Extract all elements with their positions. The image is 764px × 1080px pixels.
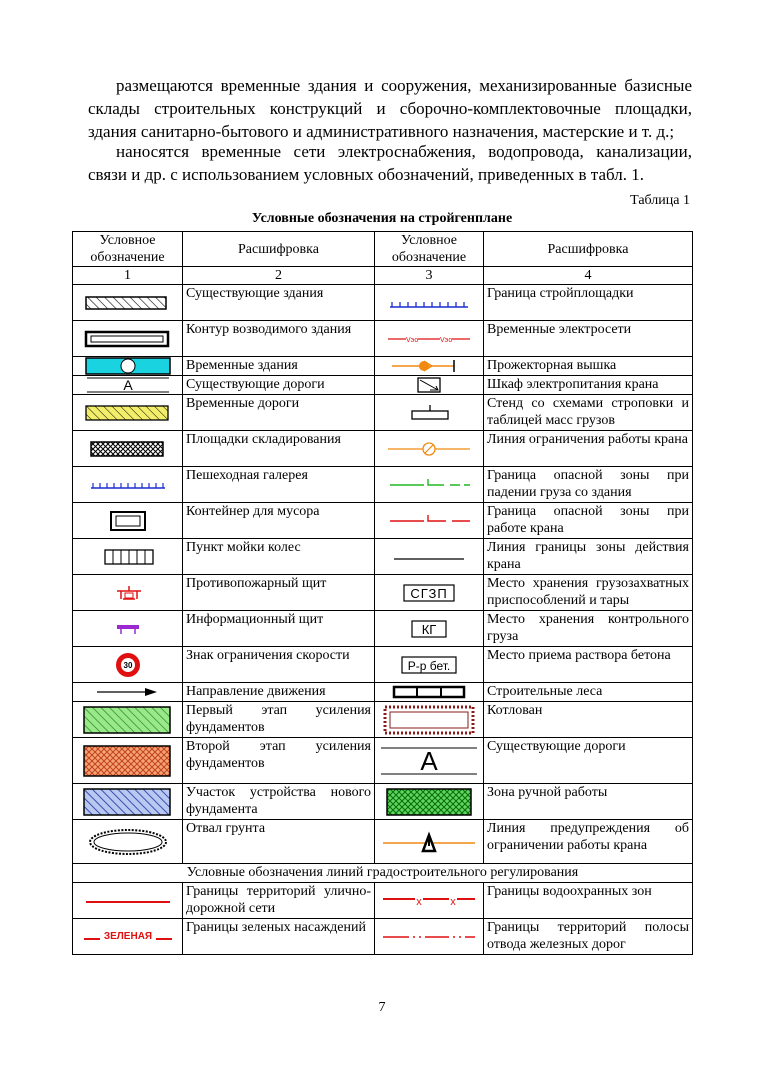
legend-label: Место хранения грузозахватных приспособлений и тары: [484, 575, 693, 611]
intro-paragraph-1: размещаются временные здания и сооружения, механизированные базисные склады строительных конструкций и сборочно-комплектовочные площадки, здания санитарно-бытового и административного назначения, мастерские и т. д.;: [88, 76, 692, 141]
soil-dump-icon: [80, 824, 176, 860]
speed-label: 30: [123, 660, 132, 670]
legend-label: Границы водоохранных зон: [484, 883, 693, 919]
column-number-1: 1: [73, 267, 183, 285]
power-line-label: Vэо: [440, 336, 453, 344]
legend-label: Границы территорий полосы отвода железных дорог: [484, 919, 693, 955]
header-symbol-1: Условное обозначение: [73, 232, 183, 267]
legend-label: Существующие здания: [183, 285, 375, 321]
legend-label: Противопожарный щит: [183, 575, 375, 611]
table-title: Условные обозначения на стройгенплане: [251, 211, 513, 226]
header-symbol-2: Условное обозначение: [375, 232, 484, 267]
green-label: ЗЕЛЕНАЯ: [103, 930, 152, 942]
legend-label: Граница стройплощадки: [484, 285, 693, 321]
legend-label: Шкаф электропитания крана: [484, 376, 693, 395]
legend-label: Пункт мойки колес: [183, 539, 375, 575]
header-meaning-2: Расшифровка: [484, 232, 693, 267]
foundation-stage-1-icon: [80, 704, 176, 736]
road-network-boundary-icon: [80, 891, 176, 911]
legend-label: Место приема раствора бетона: [484, 647, 693, 683]
table-number: Таблица 1: [630, 193, 690, 208]
concrete-receiving-icon: [384, 655, 474, 675]
new-foundation-icon: [80, 786, 176, 818]
waste-container-icon: [83, 509, 173, 533]
searchlight-tower-icon: [384, 357, 474, 375]
excavation-pit-icon: [379, 704, 479, 736]
section-title: Условные обозначения линий градостроительного регулирования: [73, 864, 693, 883]
direction-arrow-icon: [83, 684, 173, 700]
legend-label: Знак ограничения скорости: [183, 647, 375, 683]
scaffolding-icon: [384, 684, 474, 700]
legend-label: Прожекторная вышка: [484, 357, 693, 376]
legend-label: Временные здания: [183, 357, 375, 376]
legend-label: Первый этап усиления фундаментов: [183, 702, 375, 738]
building-outline-icon: [83, 329, 173, 349]
temporary-building-icon: [83, 357, 173, 375]
legend-label: Существующие дороги: [484, 738, 693, 784]
legend-table: [72, 231, 693, 955]
fire-shield-icon: [83, 583, 173, 603]
legend-label: Направление движения: [183, 683, 375, 702]
water-mark: х: [450, 895, 456, 908]
legend-label: Пешеходная галерея: [183, 467, 375, 503]
existing-building-icon: [83, 293, 173, 313]
crane-range-line-icon: [384, 547, 474, 567]
green-zone-boundary-icon: [78, 927, 178, 947]
column-number-2: 2: [183, 267, 375, 285]
pedestrian-gallery-icon: [83, 475, 173, 495]
power-line-icon: [384, 329, 474, 349]
kg-label: КГ: [421, 621, 437, 637]
temporary-road-icon: [83, 403, 173, 423]
legend-label: Строительные леса: [484, 683, 693, 702]
legend-label: Контейнер для мусора: [183, 503, 375, 539]
road-letter: А: [122, 377, 133, 393]
foundation-stage-2-icon: [80, 743, 176, 779]
speed-limit-icon: [83, 650, 173, 680]
column-number-3: 3: [375, 267, 484, 285]
danger-zone-crane-icon: [384, 511, 474, 531]
info-board-icon: [83, 619, 173, 639]
wheel-wash-icon: [83, 547, 173, 567]
crane-power-cabinet-icon: [384, 376, 474, 394]
legend-label: Стенд со схемами строповки и таблицей масс грузов: [484, 395, 693, 431]
intro-paragraph-2: наносятся временные сети электроснабжения, водопровода, канализации, связи и др. с использованием условных обозначений, приведенных в табл. 1.: [88, 142, 692, 184]
sgzp-label: СГЗП: [410, 585, 448, 601]
legend-label: Второй этап усиления фундаментов: [183, 738, 375, 784]
legend-label: Площадки складирования: [183, 431, 375, 467]
page-number: 7: [378, 1000, 386, 1015]
legend-label: Временные электросети: [484, 321, 693, 357]
header-meaning-1: Расшифровка: [183, 232, 375, 267]
legend-label: Котлован: [484, 702, 693, 738]
legend-label: Граница опасной зоны при работе крана: [484, 503, 693, 539]
road-letter-large: А: [420, 745, 438, 776]
power-line-label: Vэо: [406, 336, 419, 344]
legend-label: Линия предупреждения об ограничении работы крана: [484, 820, 693, 864]
construction-site-boundary-icon: [384, 293, 474, 313]
legend-label: Участок устройства нового фундамента: [183, 784, 375, 820]
column-number-4: 4: [484, 267, 693, 285]
legend-label: Отвал грунта: [183, 820, 375, 864]
legend-label: Границы зеленых насаждений: [183, 919, 375, 955]
water-mark: х: [416, 895, 422, 908]
legend-label: Контур возводимого здания: [183, 321, 375, 357]
legend-label: Зона ручной работы: [484, 784, 693, 820]
legend-label: Граница опасной зоны при падении груза со здания: [484, 467, 693, 503]
manual-work-zone-icon: [381, 786, 477, 818]
water-protection-zone-icon: [379, 891, 479, 911]
existing-road-large-icon: [379, 743, 479, 779]
legend-label: Границы территорий улично-дорожной сети: [183, 883, 375, 919]
legend-label: Информационный щит: [183, 611, 375, 647]
railway-boundary-icon: [379, 927, 479, 947]
crane-warning-line-icon: [379, 827, 479, 857]
crane-limit-line-icon: [384, 439, 474, 459]
existing-road-icon: [83, 376, 173, 394]
danger-zone-building-icon: [384, 475, 474, 495]
legend-label: Место хранения контрольного груза: [484, 611, 693, 647]
legend-label: Временные дороги: [183, 395, 375, 431]
control-load-storage-icon: [384, 619, 474, 639]
legend-label: Линия ограничения работы крана: [484, 431, 693, 467]
concrete-label: Р-р бет.: [407, 658, 451, 673]
legend-label: Линия границы зоны действия крана: [484, 539, 693, 575]
rigging-storage-icon: [384, 583, 474, 603]
legend-label: Существующие дороги: [183, 376, 375, 395]
storage-area-icon: [83, 439, 173, 459]
slinging-stand-icon: [384, 403, 474, 423]
